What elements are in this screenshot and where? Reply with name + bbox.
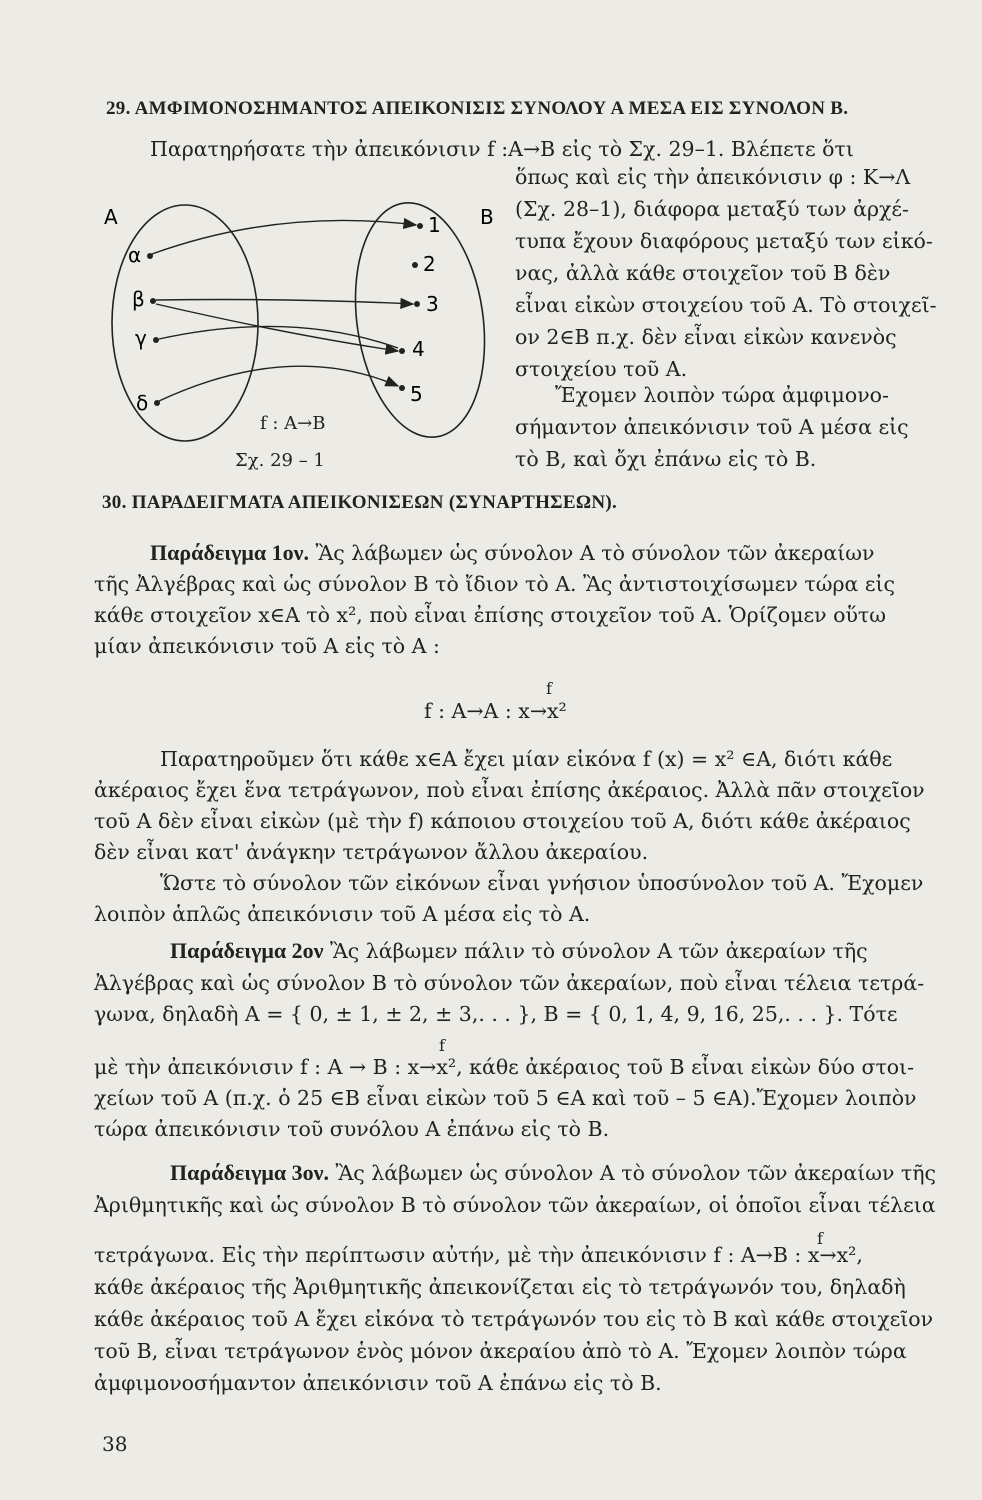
element-1: 1 xyxy=(428,213,441,237)
ex1-p3-line-2: λοιπὸν ἁπλῶς ἀπεικόνισιν τοῦ Α μέσα εἰς τὸ Α. xyxy=(94,902,591,926)
figure-29-1 xyxy=(90,180,510,480)
ex1-line-3: κάθε στοιχεῖον x∈Α τὸ x², ποὺ εἶναι ἐπίσης στοιχεῖον τοῦ Α. Ὁρίζομεν οὕτω xyxy=(94,603,886,627)
element-4: 4 xyxy=(412,337,425,361)
set-a-ellipse xyxy=(112,205,258,441)
ex3-title: Παράδειγμα 3ον. xyxy=(170,1160,329,1185)
element-delta: δ xyxy=(136,391,149,415)
ex2-line-3: γωνα, δηλαδὴ Α = { 0, ± 1, ± 2, ± 3,. . . }, Β = { 0, 1, 4, 9, 16, 25,. . . }. Τότε xyxy=(94,1002,898,1026)
ex1-p2-line-4: δὲν εἶναι κατ' ἀνάγκην τετράγωνον ἄλλου ἀκεραίου. xyxy=(94,840,649,864)
element-3: 3 xyxy=(426,292,439,316)
ex2-line-5: χείων τοῦ Α (π.χ. ὁ 25 ∈Β εἶναι εἰκὼν τοῦ 5 ∈Α καὶ τοῦ – 5 ∈Α).Ἔχομεν λοιπὸν xyxy=(94,1086,917,1110)
ex2-line-1-text: Ἂς λάβωμεν πάλιν τὸ σύνολον Α τῶν ἀκεραίων τῆς xyxy=(329,939,868,963)
ex3-line-3: τετράγωνα. Εἰς τὴν περίπτωσιν αὐτήν, μὲ τὴν ἀπεικόνισιν f : Α→Β : x→x², xyxy=(94,1243,863,1267)
set-b-ellipse xyxy=(341,194,499,445)
ex3-line-2: Ἀριθμητικῆς καὶ ὡς σύνολον Β τὸ σύνολον τῶν ἀκεραίων, οἱ ὁποῖοι εἶναι τέλεια xyxy=(94,1193,936,1217)
side-line-1: ὅπως καὶ εἰς τὴν ἀπεικόνισιν φ : Κ→Λ xyxy=(515,165,911,189)
ex1-p2-line-2: ἀκέραιος ἔχει ἕνα τετράγωνον, ποὺ εἶναι ἐπίσης ἀκέραιος. Ἀλλὰ πᾶν στοιχεῖον xyxy=(94,778,925,802)
ex1-formula-f: f xyxy=(546,679,552,698)
set-a-label: Α xyxy=(104,205,118,229)
ex1-formula: f : Α→Α : x→x² xyxy=(424,699,567,723)
figure-mapping-label: f : Α→Β xyxy=(260,413,326,434)
element-2: 2 xyxy=(423,252,436,276)
section-30-heading: 30. ΠΑΡΑΔΕΙΓΜΑΤΑ ΑΠΕΙΚΟΝΙΣΕΩΝ (ΣΥΝΑΡΤΗΣΕΩΝ). xyxy=(102,492,618,513)
arrow-beta-3 xyxy=(156,300,413,305)
element-alpha: α xyxy=(128,243,142,267)
section-29-heading: 29. ΑΜΦΙΜΟΝΟΣΗΜΑΝΤΟΣ ΑΠΕΙΚΟΝΙΣΙΣ ΣΥΝΟΛΟΥ Α ΜΕΣΑ ΕΙΣ ΣΥΝΟΛΟΝ Β. xyxy=(106,98,849,119)
side-line-9: σήμαντον ἀπεικόνισιν τοῦ Α μέσα εἰς xyxy=(515,415,909,439)
side-line-4: νας, ἀλλὰ κάθε στοιχεῖον τοῦ Β δὲν xyxy=(515,261,891,285)
ex1-p2-line-1: Παρατηροῦμεν ὅτι κάθε x∈Α ἔχει μίαν εἰκόνα f (x) = x² ∈Α, διότι κάθε xyxy=(160,747,893,771)
ex1-line-2: τῆς Ἀλγέβρας καὶ ὡς σύνολον Β τὸ ἴδιον τὸ Α. Ἂς ἀντιστοιχίσωμεν τώρα εἰς xyxy=(94,572,895,596)
side-line-7: στοιχείου τοῦ Α. xyxy=(515,357,688,381)
ex3-line-5: κάθε ἀκέραιος τοῦ Α ἔχει εἰκόνα τὸ τετράγωνόν του εἰς τὸ Β καὶ κάθε στοιχεῖον xyxy=(94,1307,934,1331)
element-beta: β xyxy=(132,287,145,311)
ex2-line-4: μὲ τὴν ἀπεικόνισιν f : Α → Β : x→x², κάθε ἀκέραιος τοῦ Β εἶναι εἰκὼν δύο στοι- xyxy=(94,1055,915,1079)
ex2-formula-f: f xyxy=(439,1036,445,1055)
side-line-10: τὸ Β, καὶ ὄχι ἐπάνω εἰς τὸ Β. xyxy=(515,447,817,471)
element-gamma: γ xyxy=(135,326,147,350)
side-line-8: Ἔχομεν λοιπὸν τώρα ἀμφιμονο- xyxy=(555,383,889,407)
ex3-line-4: κάθε ἀκέραιος τῆς Ἀριθμητικῆς ἀπεικονίζεται εἰς τὸ τετράγωνόν του, δηλαδὴ xyxy=(94,1275,906,1299)
ex1-p3-line-1: Ὥστε τὸ σύνολον τῶν εἰκόνων εἶναι γνήσιον ὑποσύνολον τοῦ Α. Ἔχομεν xyxy=(160,871,924,895)
ex1-title: Παράδειγμα 1ον. xyxy=(150,540,309,565)
page-number: 38 xyxy=(102,1432,128,1456)
ex3-line-6: τοῦ Β, εἶναι τετράγωνον ἑνὸς μόνον ἀκεραίου ἀπὸ τὸ Α. Ἔχομεν λοιπὸν τώρα xyxy=(94,1339,907,1363)
ex2-title: Παράδειγμα 2ον xyxy=(170,938,324,963)
arrow-delta-5 xyxy=(159,366,398,401)
ex1-p2-line-3: τοῦ Α δὲν εἶναι εἰκὼν (μὲ τὴν f) κάποιου στοιχείου τοῦ Α, διότι κάθε ἀκέραιος xyxy=(94,809,911,833)
element-5: 5 xyxy=(410,382,423,406)
ex3-formula-f: f xyxy=(817,1229,823,1248)
ex2-line-1 xyxy=(170,936,868,966)
ex2-line-6: τώρα ἀπεικόνισιν τοῦ συνόλου Α ἐπάνω εἰς τὸ Β. xyxy=(94,1117,610,1141)
side-line-6: ον 2∈Β π.χ. δὲν εἶναι εἰκὼν κανενὸς xyxy=(515,325,897,349)
section-29-intro: Παρατηρήσατε τὴν ἀπεικόνισιν f :Α→Β εἰς τὸ Σχ. 29–1. Βλέπετε ὅτι xyxy=(150,137,854,161)
side-line-3: τυπα ἔχουν διαφόρους μεταξύ των εἰκό- xyxy=(515,229,933,253)
set-b-label: Β xyxy=(480,205,494,229)
side-line-2: (Σχ. 28–1), διάφορα μεταξύ των ἀρχέ- xyxy=(515,197,909,221)
ex3-line-7: ἀμφιμονοσήμαντον ἀπεικόνισιν τοῦ Α ἐπάνω εἰς τὸ Β. xyxy=(94,1371,662,1395)
ex2-line-2: Ἀλγέβρας καὶ ὡς σύνολον Β τὸ σύνολον τῶν ἀκεραίων, ποὺ εἶναι τέλεια τετρά- xyxy=(94,971,925,995)
arrow-alpha-1 xyxy=(152,220,416,254)
arrow-beta-4 xyxy=(156,304,398,351)
ex1-line-4: μίαν ἀπεικόνισιν τοῦ Α εἰς τὸ Α : xyxy=(94,634,440,658)
ex1-line-1 xyxy=(150,538,874,568)
figure-caption: Σχ. 29 – 1 xyxy=(235,450,325,471)
ex3-line-1 xyxy=(170,1158,936,1188)
side-line-5: εἶναι εἰκὼν στοιχείου τοῦ Α. Τὸ στοιχεῖ- xyxy=(515,293,937,317)
ex3-line-1-text: Ἂς λάβωμεν ὡς σύνολον Α τὸ σύνολον τῶν ἀκεραίων τῆς xyxy=(335,1161,937,1185)
ex1-line-1-text: Ἂς λάβωμεν ὡς σύνολον Α τὸ σύνολον τῶν ἀκεραίων xyxy=(315,541,875,565)
